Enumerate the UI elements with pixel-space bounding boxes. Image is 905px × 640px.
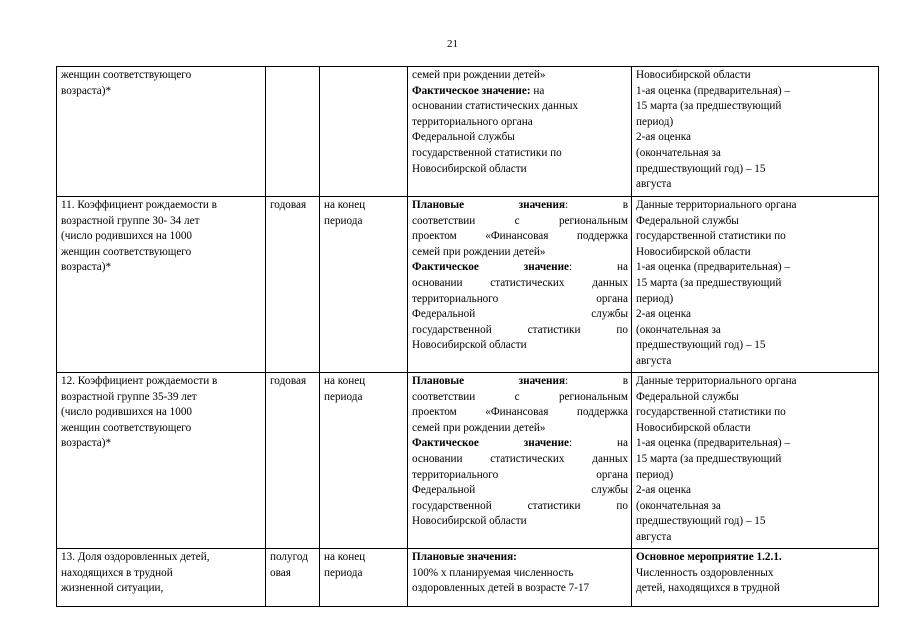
indicator-cell-line: возраста)* [61,84,112,97]
field-label-rest: : на [569,261,629,274]
indicator-cell [57,549,266,607]
indicator-cell-line: возраста)* [61,261,112,274]
method-cell-line: 100% х планируемая численность [412,566,574,579]
source-cell-line: (окончательная за [636,499,721,512]
source-cell [632,373,879,549]
source-cell-line: августа [636,354,672,367]
method-cell-line: оздоровленных детей в возрасте 7-17 [412,582,590,595]
method-cell-line: государственной статистики по [412,323,628,336]
source-cell-line: Новосибирской области [636,69,751,81]
method-cell-line: семей при рождении детей» [412,421,546,434]
indicator-cell-line: жизненной ситуации, [61,582,164,595]
source-cell-line: 15 марта (за предшествующий [636,452,782,465]
source-cell-line: 2-ая оценка [636,131,691,144]
page-number: 21 [447,38,458,50]
table-row [57,549,879,607]
source-cell-line: государственной статистики по [636,230,786,243]
method-cell-line: проектом «Финансовая поддержка [412,406,628,419]
field-label: Плановые значения [412,199,565,211]
field-label: Плановые значения [412,375,565,387]
source-cell [632,549,879,607]
field-label-rest: : на [569,437,629,450]
timing-cell [320,373,408,549]
method-cell [408,373,632,549]
method-cell-line: семей при рождении детей» [412,245,546,258]
method-cell-line: Федеральной службы [412,131,515,144]
method-cell-line: Новосибирской области [412,339,527,352]
method-cell-line: соответствии с региональным [412,214,628,227]
timing-cell-line: периода [324,214,363,227]
method-cell-line: основании статистических данных [412,452,628,465]
source-cell-line: Федеральной службы [636,214,739,227]
indicator-cell [57,197,266,373]
field-label-rest: на [530,84,545,97]
source-cell-line: Данные территориального органа [636,375,797,387]
source-cell-line: (окончательная за [636,146,721,159]
source-cell-line: период) [636,115,674,128]
source-cell-line: Новосибирской области [636,421,751,434]
source-cell-line: 15 марта (за предшествующий [636,276,782,289]
field-label: Фактическое значение [412,261,569,274]
method-cell-line: государственной статистики по [412,146,562,159]
field-label-rest: : в [565,375,628,387]
method-cell [408,549,632,607]
timing-cell-line: на конец [324,551,366,563]
method-cell-line: Плановые значения: [412,551,517,563]
method-cell-line: территориального органа [412,115,533,128]
frequency-cell-line: годовая [270,375,307,387]
indicator-cell-line: женщин соответствующего [61,421,192,434]
field-label-rest: : в [565,199,628,211]
frequency-cell-line: овая [270,566,291,579]
frequency-cell [266,549,320,607]
source-cell-line: предшествующий год) – 15 [636,339,766,352]
indicator-cell-line: 13. Доля оздоровленных детей, [61,551,210,563]
source-cell-line: предшествующий год) – 15 [636,162,766,175]
source-cell-line: 2-ая оценка [636,484,691,497]
source-cell-line: детей, находящихся в трудной [636,582,780,595]
source-cell [632,67,879,197]
frequency-cell [266,197,320,373]
indicator-cell-line: женщин соответствующего [61,69,192,81]
source-cell-line: предшествующий год) – 15 [636,515,766,528]
method-cell-line: Федеральной службы [412,484,628,497]
method-cell-line: Новосибирской области [412,515,527,528]
indicator-cell-line: 12. Коэффициент рождаемости в [61,375,218,387]
indicator-cell-line: 11. Коэффициент рождаемости в [61,199,217,211]
method-cell-line: Федеральной службы [412,308,628,321]
frequency-cell-line: полугод [270,551,308,563]
method-cell-line: территориального органа [412,292,628,305]
indicators-table [56,66,879,607]
indicator-cell-line: возраста)* [61,437,112,450]
timing-cell [320,67,408,197]
source-cell-line: августа [636,178,672,191]
method-cell-line: Новосибирской области [412,162,527,175]
frequency-cell-line: годовая [270,199,307,211]
source-cell [632,197,879,373]
indicator-cell-line: находящихся в трудной [61,566,173,579]
indicator-cell-line: возрастной группе 35-39 лет [61,390,197,403]
indicator-cell-line: (число родившихся на 1000 [61,230,193,243]
method-cell-line: соответствии с региональным [412,390,628,403]
table-row [57,67,879,197]
source-cell-line: (окончательная за [636,323,721,336]
indicator-cell [57,373,266,549]
method-cell [408,197,632,373]
table-row [57,197,879,373]
method-cell-line: территориального органа [412,468,628,481]
source-cell-line: Новосибирской области [636,245,751,258]
table-row [57,373,879,549]
timing-cell-line: на конец [324,199,366,211]
field-label: Фактическое значение: [412,84,531,97]
source-cell-line: 1-ая оценка (предварительная) – [636,261,791,274]
frequency-cell [266,373,320,549]
source-cell-line: Основное мероприятие 1.2.1. [636,551,782,563]
source-cell-line: августа [636,530,672,543]
method-cell-labeled-line [412,436,628,452]
method-cell-line: основании статистических данных [412,276,628,289]
method-cell [408,67,632,197]
timing-cell [320,197,408,373]
indicator-cell-line: возрастной группе 30- 34 лет [61,214,200,227]
method-cell-line: проектом «Финансовая поддержка [412,230,628,243]
method-cell-labeled-line [412,260,628,276]
indicator-cell-line: женщин соответствующего [61,245,192,258]
source-cell-line: период) [636,468,674,481]
field-label: Фактическое значение [412,437,569,450]
source-cell-line: 1-ая оценка (предварительная) – [636,84,791,97]
method-cell-line: государственной статистики по [412,499,628,512]
timing-cell-line: на конец [324,375,366,387]
source-cell-line: 1-ая оценка (предварительная) – [636,437,791,450]
method-cell-labeled-line [412,198,628,214]
source-cell-line: государственной статистики по [636,406,786,419]
frequency-cell [266,67,320,197]
source-cell-line: Численность оздоровленных [636,566,774,579]
source-cell-line: период) [636,292,674,305]
source-cell-line: Федеральной службы [636,390,739,403]
timing-cell-line: периода [324,566,363,579]
indicator-cell-line: (число родившихся на 1000 [61,406,193,419]
source-cell-line: 2-ая оценка [636,308,691,321]
timing-cell-line: периода [324,390,363,403]
method-cell-labeled-line [412,374,628,390]
method-cell-line: семей при рождении детей» [412,69,546,81]
source-cell-line: 15 марта (за предшествующий [636,100,782,113]
timing-cell [320,549,408,607]
method-cell-labeled-line [412,84,628,100]
method-cell-line: основании статистических данных [412,100,579,113]
source-cell-line: Данные территориального органа [636,199,797,211]
indicator-cell [57,67,266,197]
